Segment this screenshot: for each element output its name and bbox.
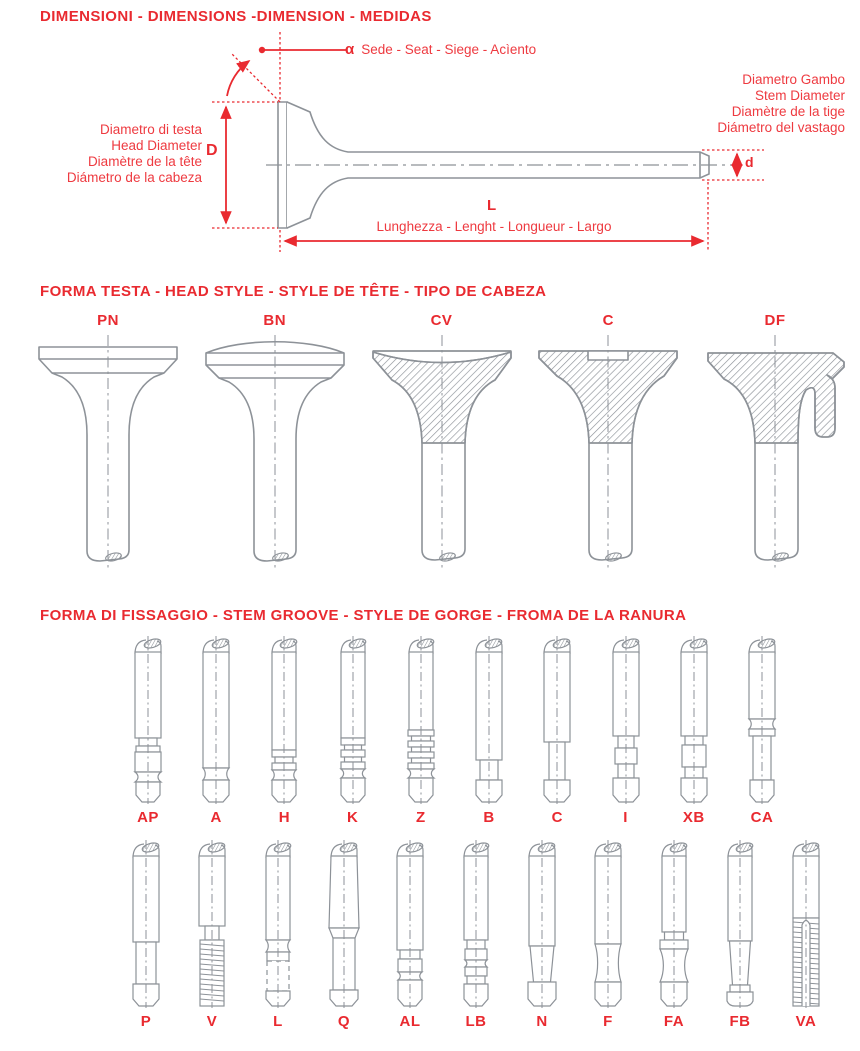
stem-groove-label: LB	[465, 1013, 487, 1030]
stem-groove-drawing-fb	[712, 838, 768, 1010]
dim-letter-d: d	[745, 154, 754, 170]
stem-groove-drawing-al	[382, 838, 438, 1010]
stem-groove-item	[514, 838, 570, 1030]
stem-groove-label: H	[278, 809, 291, 826]
stem-groove-drawing-lb	[448, 838, 504, 1010]
stem-groove-item	[448, 838, 504, 1030]
stem-groove-label: A	[210, 809, 222, 826]
stem-groove-drawing-f	[580, 838, 636, 1010]
stem-groove-label: Z	[416, 809, 426, 826]
head-style-label: C	[602, 312, 614, 329]
stem-groove-item	[734, 634, 790, 826]
stem-groove-item	[120, 634, 176, 826]
stem-groove-item	[118, 838, 174, 1030]
head-diameter-line: Diametro di testa	[99, 122, 202, 137]
section-title-stem-groove: FORMA DI FISSAGGIO - STEM GROOVE - STYLE DE GORGE - FROMA DE LA RANURA	[40, 607, 687, 624]
stem-groove-label: CA	[750, 809, 774, 826]
stem-groove-label: L	[273, 1013, 283, 1030]
stem-groove-row-1	[120, 634, 790, 826]
head-style-drawing-bn	[200, 331, 350, 576]
stem-groove-drawing-q	[316, 838, 372, 1010]
stem-groove-drawing-fa	[646, 838, 702, 1010]
stem-groove-item	[184, 838, 240, 1030]
head-style-item	[533, 312, 683, 576]
stem-groove-item	[580, 838, 636, 1030]
stem-groove-drawing-b	[461, 634, 517, 806]
section-title-dimensions: DIMENSIONI - DIMENSIONS -DIMENSION - MEDIDAS	[40, 8, 432, 25]
stem-groove-label: V	[206, 1013, 218, 1030]
stem-groove-item	[712, 838, 768, 1030]
stem-groove-drawing-k	[325, 634, 381, 806]
stem-groove-label: Q	[337, 1013, 351, 1030]
stem-groove-drawing-v	[184, 838, 240, 1010]
stem-groove-item	[778, 838, 834, 1030]
stem-groove-label: AL	[399, 1013, 421, 1030]
stem-groove-drawing-c	[529, 634, 585, 806]
stem-groove-item	[461, 634, 517, 826]
head-diameter-annotation	[58, 122, 202, 186]
stem-groove-drawing-a	[188, 634, 244, 806]
head-style-item	[200, 312, 350, 576]
head-diameter-line: Diámetro de la cabeza	[66, 170, 202, 185]
stem-groove-label: K	[346, 809, 359, 826]
stem-groove-item	[382, 838, 438, 1030]
stem-groove-label: XB	[682, 809, 705, 826]
stem-groove-item	[325, 634, 381, 826]
stem-groove-label: I	[623, 809, 628, 826]
head-style-drawing-pn	[33, 331, 183, 576]
stem-groove-drawing-va	[778, 838, 834, 1010]
head-style-item	[367, 312, 517, 576]
stem-groove-label: C	[551, 809, 563, 826]
stem-groove-drawing-ap	[120, 634, 176, 806]
head-style-label: CV	[430, 312, 453, 329]
stem-diameter-line: Diamètre de la tige	[731, 104, 845, 119]
head-style-label: DF	[764, 312, 786, 329]
stem-groove-row-2	[118, 838, 834, 1030]
stem-groove-label: N	[536, 1013, 548, 1030]
stem-groove-item	[529, 634, 585, 826]
seat-label: Sede - Seat - Siege - Acìento	[361, 42, 537, 57]
stem-diameter-line: Stem Diameter	[754, 88, 845, 103]
seat-leader-dot	[259, 47, 265, 53]
stem-groove-drawing-xb	[666, 634, 722, 806]
stem-groove-item	[666, 634, 722, 826]
stem-groove-drawing-h	[256, 634, 312, 806]
stem-groove-item	[646, 838, 702, 1030]
stem-groove-drawing-ca	[734, 634, 790, 806]
head-style-label: BN	[263, 312, 287, 329]
alpha-symbol: α	[345, 41, 355, 58]
head-style-drawing-cv	[367, 331, 517, 576]
dim-letter-D: D	[206, 142, 218, 159]
stem-groove-item	[250, 838, 306, 1030]
stem-groove-label: VA	[795, 1013, 817, 1030]
stem-groove-drawing-z	[393, 634, 449, 806]
stem-groove-label: F	[603, 1013, 613, 1030]
stem-groove-item	[256, 634, 312, 826]
stem-groove-item	[188, 634, 244, 826]
head-style-drawing-c	[533, 331, 683, 576]
stem-groove-item	[393, 634, 449, 826]
stem-groove-item	[316, 838, 372, 1030]
dim-letter-L: L	[487, 197, 497, 214]
stem-groove-label: AP	[137, 809, 159, 826]
stem-groove-item	[598, 634, 654, 826]
length-label: Lunghezza - Lenght - Longueur - Largo	[376, 219, 612, 234]
head-diameter-line: Diamètre de la tête	[87, 154, 202, 169]
stem-groove-label: P	[140, 1013, 152, 1030]
head-style-item	[33, 312, 183, 576]
stem-groove-drawing-p	[118, 838, 174, 1010]
stem-groove-label: B	[483, 809, 495, 826]
head-diameter-line: Head Diameter	[111, 138, 202, 153]
head-style-label: PN	[97, 312, 119, 329]
stem-groove-drawing-i	[598, 634, 654, 806]
head-style-drawing-df	[700, 331, 850, 576]
stem-diameter-line: Diámetro del vastago	[717, 120, 845, 135]
stem-diameter-line: Diametro Gambo	[742, 72, 845, 87]
head-style-item	[700, 312, 850, 576]
section-title-head-style: FORMA TESTA - HEAD STYLE - STYLE DE TÊTE - TIPO DE CABEZA	[40, 283, 547, 300]
head-style-row	[33, 312, 850, 576]
stem-groove-label: FB	[729, 1013, 751, 1030]
stem-groove-label: FA	[663, 1013, 685, 1030]
seat-angle-annotation	[345, 41, 536, 58]
stem-diameter-annotation	[620, 72, 845, 136]
stem-groove-drawing-l	[250, 838, 306, 1010]
stem-groove-drawing-n	[514, 838, 570, 1010]
